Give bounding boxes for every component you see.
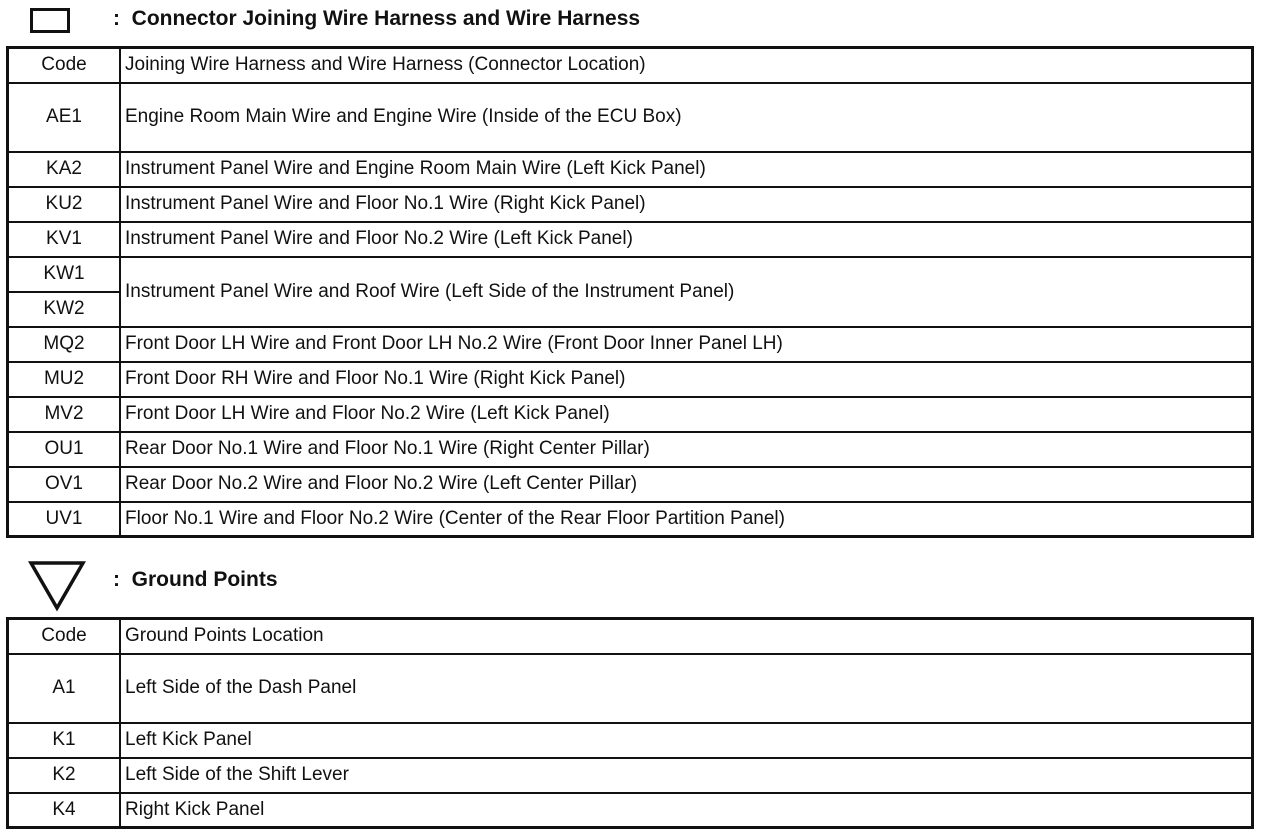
connector-rectangle-icon (30, 8, 70, 33)
table-row (8, 327, 1253, 362)
ground-colon: : (113, 568, 120, 591)
table-row (8, 432, 1253, 467)
table-row (8, 362, 1253, 397)
row-location: Left Side of the Dash Panel (120, 654, 1253, 723)
row-location: Floor No.1 Wire and Floor No.2 Wire (Center of the Rear Floor Partition Panel) (120, 502, 1253, 537)
row-code: AE1 (8, 83, 121, 152)
row-code: K1 (8, 723, 121, 758)
ground-section-header (0, 556, 1280, 596)
row-location: Instrument Panel Wire and Floor No.1 Wire (Right Kick Panel) (120, 187, 1253, 222)
row-code: K4 (8, 793, 121, 828)
location-column-header: Ground Points Location (120, 619, 1253, 654)
row-location: Left Kick Panel (120, 723, 1253, 758)
row-location: Rear Door No.2 Wire and Floor No.2 Wire (Left Center Pillar) (120, 467, 1253, 502)
table-row (8, 257, 1253, 292)
row-code: K2 (8, 758, 121, 793)
row-code: KA2 (8, 152, 121, 187)
row-code: OU1 (8, 432, 121, 467)
code-column-header: Code (8, 48, 121, 83)
code-column-header: Code (8, 619, 121, 654)
table-row (8, 222, 1253, 257)
ground-section-title (113, 568, 278, 592)
connector-section-title (113, 7, 640, 31)
table-row (8, 502, 1253, 537)
table-header-row (8, 48, 1253, 83)
row-location: Front Door LH Wire and Floor No.2 Wire (Left Kick Panel) (120, 397, 1253, 432)
row-code: KU2 (8, 187, 121, 222)
table-row (8, 187, 1253, 222)
connector-section-header (0, 0, 1280, 40)
ground-triangle-icon (28, 560, 86, 612)
row-code: KV1 (8, 222, 121, 257)
location-column-header: Joining Wire Harness and Wire Harness (Connector Location) (120, 48, 1253, 83)
row-location: Instrument Panel Wire and Engine Room Main Wire (Left Kick Panel) (120, 152, 1253, 187)
row-code: UV1 (8, 502, 121, 537)
table-row (8, 793, 1253, 828)
connector-table (6, 46, 1254, 538)
row-location: Instrument Panel Wire and Floor No.2 Wire (Left Kick Panel) (120, 222, 1253, 257)
ground-points-table (6, 617, 1254, 829)
row-code: A1 (8, 654, 121, 723)
table-row (8, 152, 1253, 187)
table-row (8, 467, 1253, 502)
row-location: Engine Room Main Wire and Engine Wire (Inside of the ECU Box) (120, 83, 1253, 152)
row-code: MV2 (8, 397, 121, 432)
ground-title-text: Ground Points (131, 568, 278, 591)
row-code: KW1 (8, 257, 121, 292)
table-row (8, 654, 1253, 723)
table-row (8, 397, 1253, 432)
row-location: Front Door LH Wire and Front Door LH No.2 Wire (Front Door Inner Panel LH) (120, 327, 1253, 362)
row-code: OV1 (8, 467, 121, 502)
table-header-row (8, 619, 1253, 654)
row-location: Instrument Panel Wire and Roof Wire (Left Side of the Instrument Panel) (120, 257, 1253, 327)
table-row (8, 758, 1253, 793)
table-row (8, 83, 1253, 152)
row-location: Rear Door No.1 Wire and Floor No.1 Wire (Right Center Pillar) (120, 432, 1253, 467)
connector-title-text: Connector Joining Wire Harness and Wire Harness (131, 7, 641, 30)
row-code: KW2 (8, 292, 121, 327)
table-row (8, 723, 1253, 758)
row-location: Right Kick Panel (120, 793, 1253, 828)
row-code: MU2 (8, 362, 121, 397)
row-location: Front Door RH Wire and Floor No.1 Wire (Right Kick Panel) (120, 362, 1253, 397)
row-location: Left Side of the Shift Lever (120, 758, 1253, 793)
row-code: MQ2 (8, 327, 121, 362)
connector-colon: : (113, 7, 120, 30)
